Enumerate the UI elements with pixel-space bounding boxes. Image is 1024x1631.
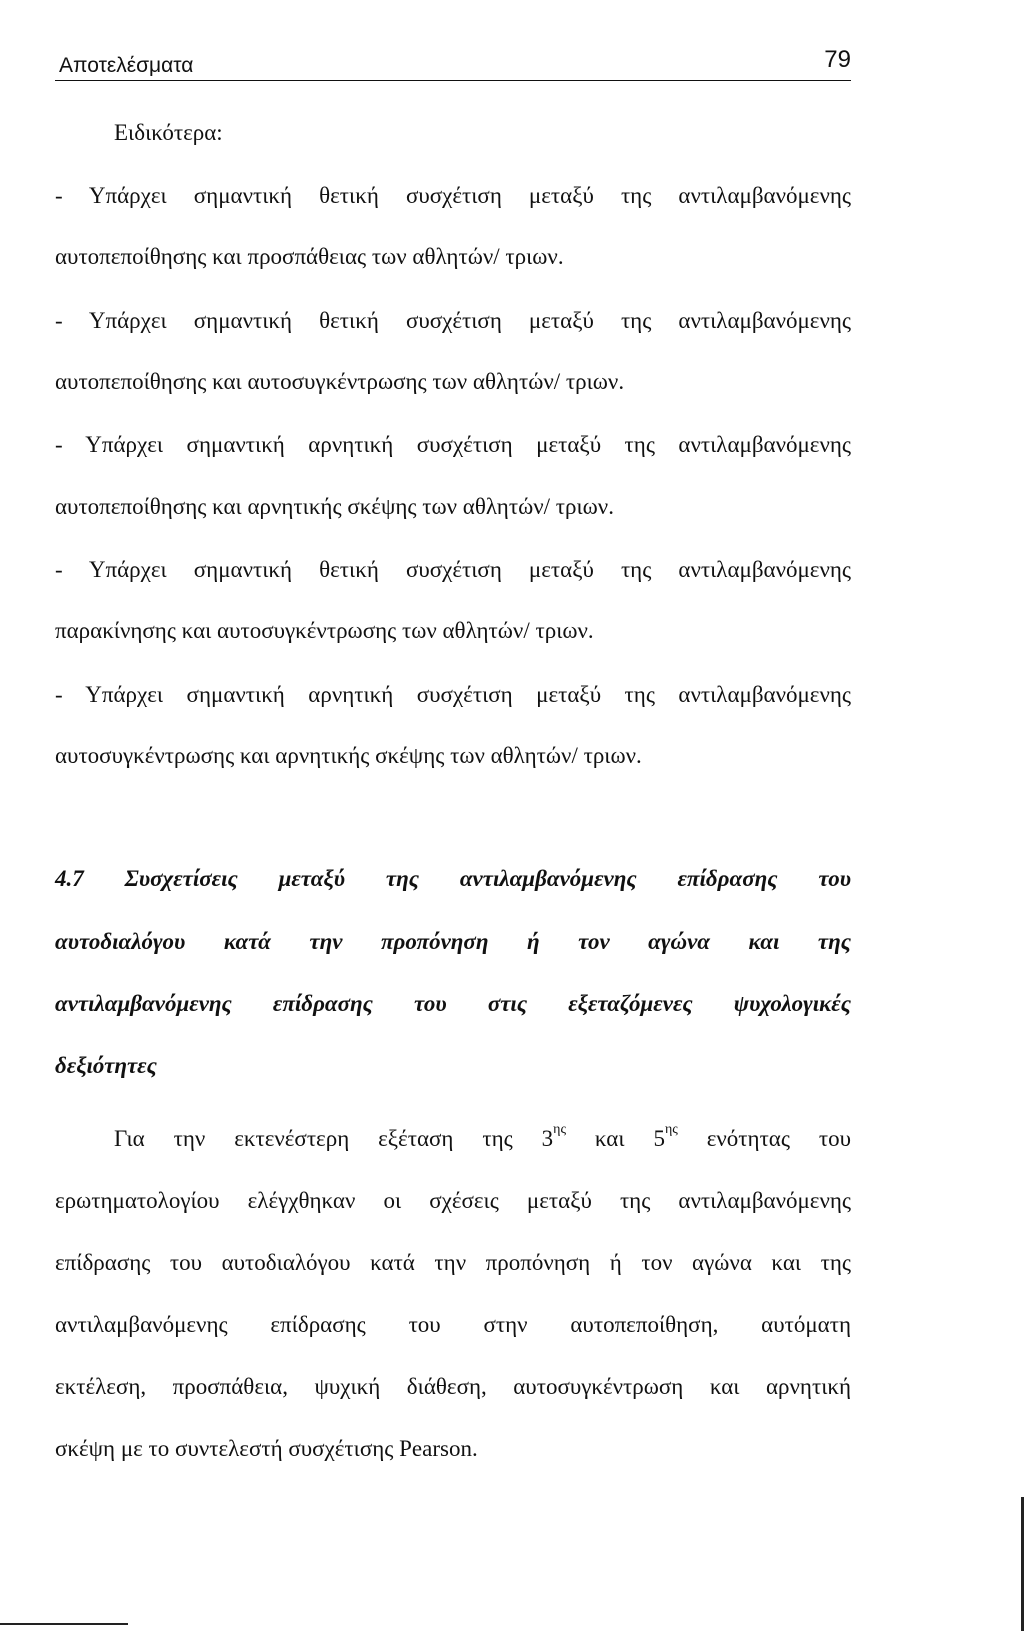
bullet-3-line-1: - Υπάρχει σημαντική αρνητική συσχέτιση μεταξύ της αντιλαμβανόμενης (55, 432, 851, 457)
page-header (55, 44, 851, 81)
bullet-4-line-2: παρακίνησης και αυτοσυγκέντρωσης των αθλητών/ τριων. (55, 618, 594, 643)
paragraph-first-line-part-2: και 5 (566, 1126, 665, 1151)
bullet-1-line-1: - Υπάρχει σημαντική θετική συσχέτιση μεταξύ της αντιλαμβανόμενης (55, 183, 851, 208)
bullet-5-line-2: αυτοσυγκέντρωσης και αρνητικής σκέψης των αθλητών/ τριων. (55, 743, 642, 768)
running-header-title: Αποτελέσματα (59, 54, 194, 77)
bullet-2-line-1: - Υπάρχει σημαντική θετική συσχέτιση μεταξύ της αντιλαμβανόμενης (55, 308, 851, 333)
bullet-4-line-1: - Υπάρχει σημαντική θετική συσχέτιση μεταξύ της αντιλαμβανόμενης (55, 557, 851, 582)
bullet-1-line-2: αυτοπεποίθησης και προσπάθειας των αθλητών/ τριων. (55, 244, 564, 269)
intro-text: Ειδικότερα: (114, 120, 223, 145)
paragraph-line-6: σκέψη με το συντελεστή συσχέτισης Pearson. (55, 1436, 478, 1461)
superscript-3rd: ης (553, 1122, 566, 1137)
bullet-3-line-2: αυτοπεποίθησης και αρνητικής σκέψης των αθλητών/ τριων. (55, 494, 614, 519)
page-number: 79 (824, 46, 851, 73)
paragraph-line-3: επίδρασης του αυτοδιαλόγου κατά την προπόνηση ή τον αγώνα και της (55, 1250, 851, 1275)
section-heading-line-2: αυτοδιαλόγου κατά την προπόνηση ή τον αγώνα και της (55, 929, 851, 954)
paragraph-first-line (114, 1122, 852, 1152)
section-heading-line-3: αντιλαμβανόμενης επίδρασης του στις εξεταζόμενες ψυχολογικές (55, 991, 851, 1016)
section-heading-line-1: 4.7 Συσχετίσεις μεταξύ της αντιλαμβανόμενης επίδρασης του (55, 866, 851, 891)
paragraph-line-4: αντιλαμβανόμενης επίδρασης του στην αυτοπεποίθηση, αυτόματη (55, 1312, 851, 1337)
paragraph-line-2: ερωτηματολογίου ελέγχθηκαν οι σχέσεις μεταξύ της αντιλαμβανόμενης (55, 1188, 851, 1213)
superscript-5th: ης (664, 1122, 678, 1137)
section-heading-line-4: δεξιότητες (55, 1053, 157, 1078)
paragraph-line-5: εκτέλεση, προσπάθεια, ψυχική διάθεση, αυτοσυγκέντρωση και αρνητική (55, 1374, 851, 1399)
bullet-5-line-1: - Υπάρχει σημαντική αρνητική συσχέτιση μεταξύ της αντιλαμβανόμενης (55, 682, 851, 707)
paragraph-first-line-part-3: ενότητας του (677, 1126, 852, 1151)
bottom-edge-rule (0, 1623, 128, 1625)
bullet-2-line-2: αυτοπεποίθησης και αυτοσυγκέντρωσης των αθλητών/ τριων. (55, 369, 625, 394)
paragraph-first-line-part-1: Για την εκτενέστερη εξέταση της 3 (114, 1126, 554, 1151)
